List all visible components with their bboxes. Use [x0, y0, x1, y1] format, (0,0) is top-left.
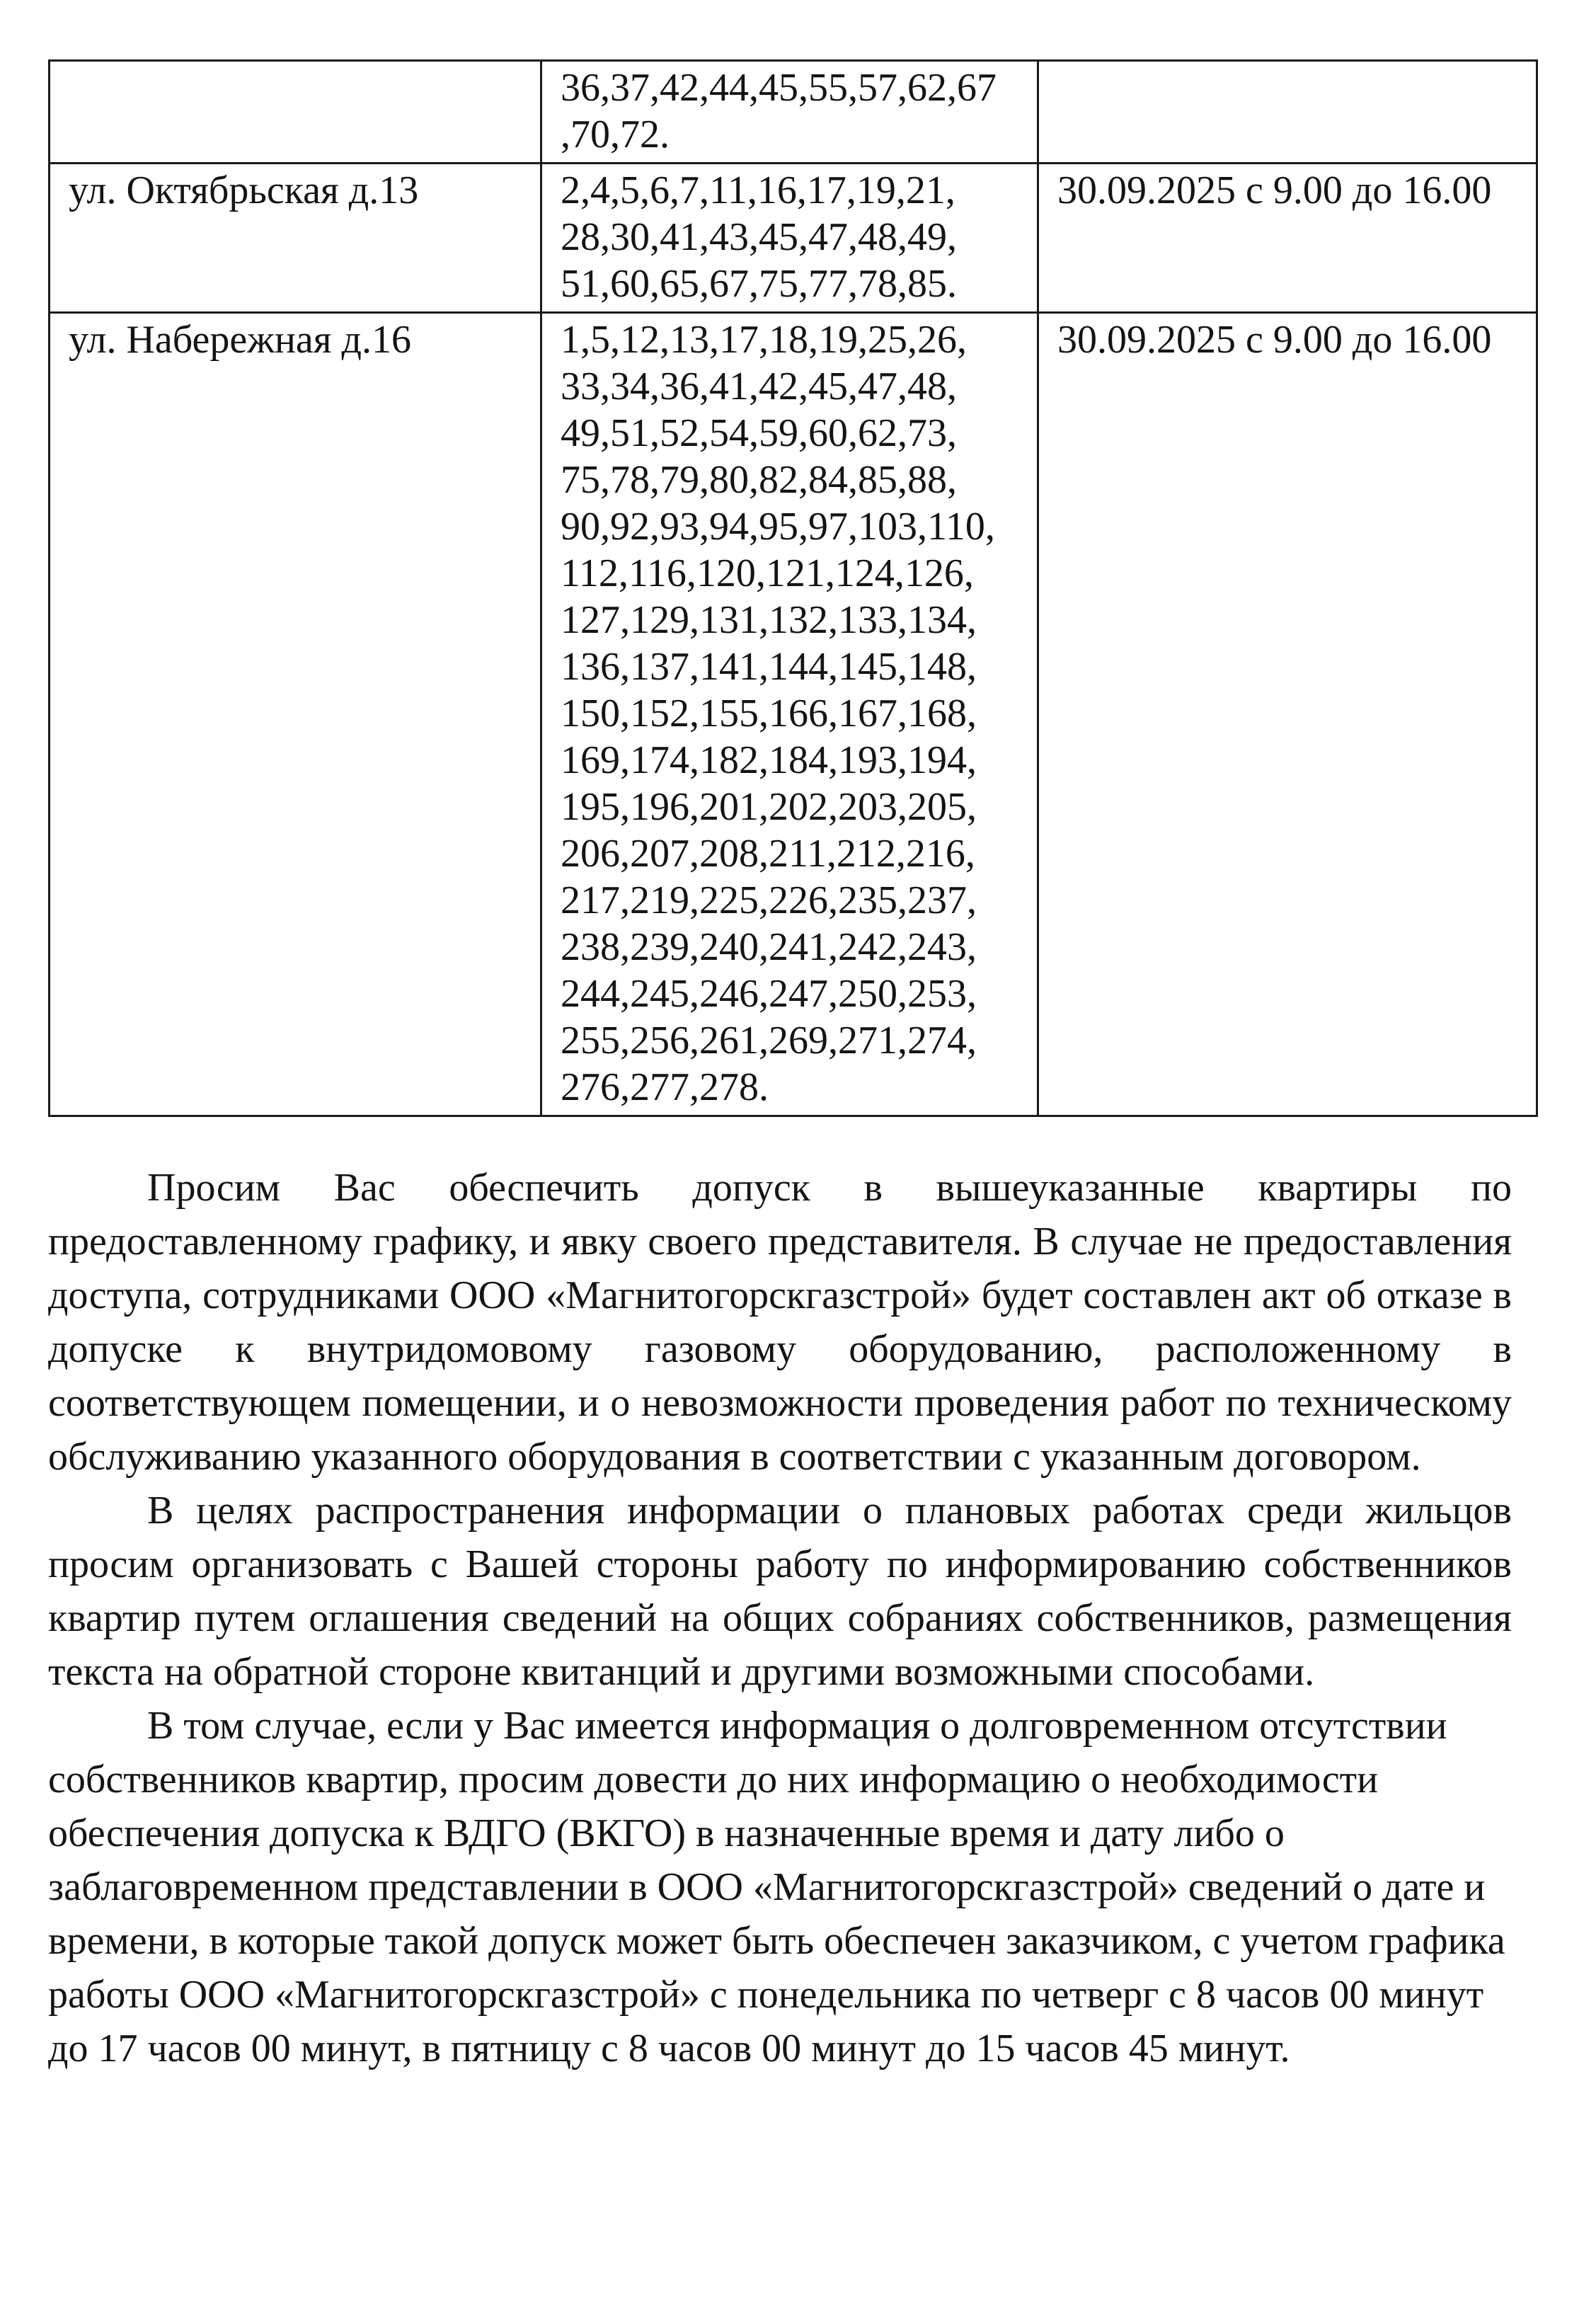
- paragraph-absent-owners: В том случае, если у Вас имеется информация о долговременном отсутствии собственников квартир, просим довести до них информацию о необходимости обеспечения допуска к ВДГО (ВКГО) в назначенные время и дату либо о заблаговременном представлении в ООО «Магнитогорскгазстрой» сведений о дате и времени, в которые такой допуск может быть обеспечен заказчиком, с учетом графика работы ООО «Магнитогорскгазстрой» с понедельника по четверг с 8 часов 00 минут до 17 часов 00 минут, в пятницу с 8 часов 00 минут до 15 часов 45 минут.: [48, 1704, 1505, 2070]
- apartment-line: 136,137,141,144,145,148,: [561, 645, 977, 689]
- schedule-table-body: [50, 61, 1537, 1116]
- schedule-table: [48, 59, 1538, 1117]
- apartment-line: 51,60,65,67,75,77,78,85.: [561, 262, 957, 306]
- apartment-line: 112,116,120,121,124,126,: [561, 551, 974, 595]
- apartment-line: 127,129,131,132,133,134,: [561, 598, 977, 642]
- address-cell: ул. Октябрьская д.13: [50, 164, 541, 313]
- apartment-line: 238,239,240,241,242,243,: [561, 925, 977, 969]
- apartment-line: 36,37,42,44,45,55,57,62,67: [561, 66, 997, 110]
- apartment-line: 255,256,261,269,271,274,: [561, 1019, 977, 1062]
- apartment-line: 75,78,79,80,82,84,85,88,: [561, 458, 957, 502]
- apartment-line: 49,51,52,54,59,60,62,73,: [561, 411, 957, 455]
- apartment-line: 206,207,208,211,212,216,: [561, 832, 975, 876]
- apartment-list: [561, 316, 1026, 1111]
- apartment-line: 169,174,182,184,193,194,: [561, 738, 977, 782]
- apartment-list: [561, 64, 1026, 158]
- apartment-line: 2,4,5,6,7,11,16,17,19,21,: [561, 168, 955, 212]
- table-row: [50, 313, 1537, 1116]
- apartments-cell: [541, 164, 1038, 313]
- apartment-list: [561, 167, 1026, 307]
- apartment-line: 195,196,201,202,203,205,: [561, 785, 977, 829]
- apartment-line: 276,277,278.: [561, 1065, 769, 1109]
- date-cell: 30.09.2025 с 9.00 до 16.00: [1038, 313, 1537, 1116]
- apartment-line: 1,5,12,13,17,18,19,25,26,: [561, 318, 967, 362]
- apartments-cell: [541, 313, 1038, 1116]
- apartment-line: 33,34,36,41,42,45,47,48,: [561, 365, 957, 408]
- apartment-line: 244,245,246,247,250,253,: [561, 972, 977, 1016]
- date-cell: [1038, 61, 1537, 164]
- table-row: [50, 61, 1537, 164]
- address-cell: ул. Набережная д.16: [50, 313, 541, 1116]
- apartment-line: ,70,72.: [561, 113, 670, 156]
- paragraph-information-request: В целях распространения информации о плановых работах среди жильцов просим организовать с Вашей стороны работу по информированию собственников квартир путем оглашения сведений на общих собраниях собственников, размещения текста на обратной стороне квитанций и другими возможными способами.: [48, 1489, 1512, 1694]
- apartment-line: 90,92,93,94,95,97,103,110,: [561, 505, 995, 549]
- apartment-line: 217,219,225,226,235,237,: [561, 878, 977, 922]
- address-cell: [50, 61, 541, 164]
- paragraph-access-request: Просим Вас обеспечить допуск в вышеуказанные квартиры по предоставленному графику, и явку своего представителя. В случае не предоставления доступа, сотрудниками ООО «Магнитогорскгазстрой» будет составлен акт об отказе в допуске к внутридомовому газовому оборудованию, расположенному в соответствующем помещении, и о невозможности проведения работ по техническому обслуживанию указанного оборудования в соответствии с указанным договором.: [48, 1166, 1512, 1479]
- letter-body: [48, 1161, 1512, 2075]
- apartments-cell: [541, 61, 1038, 164]
- date-cell: 30.09.2025 с 9.00 до 16.00: [1038, 164, 1537, 313]
- apartment-line: 28,30,41,43,45,47,48,49,: [561, 215, 957, 259]
- table-row: [50, 164, 1537, 313]
- apartment-line: 150,152,155,166,167,168,: [561, 692, 977, 735]
